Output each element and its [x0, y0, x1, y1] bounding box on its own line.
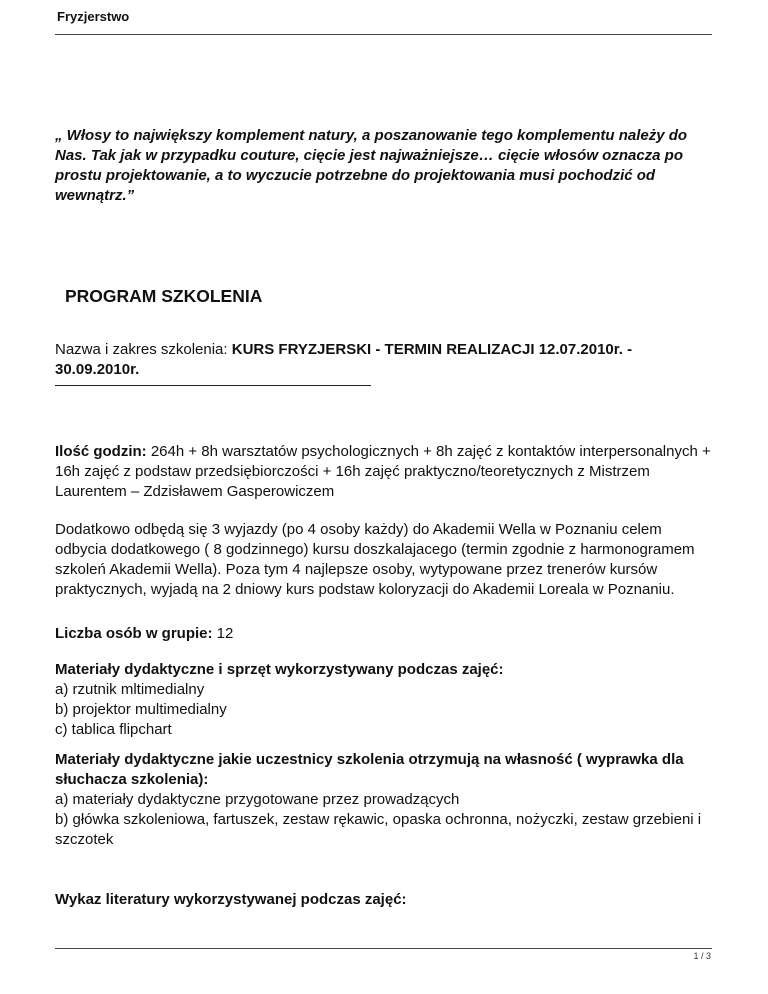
document-header-title: Fryzjerstwo [57, 9, 130, 24]
section-title: PROGRAM SZKOLENIA [65, 286, 263, 306]
group-size-value: 12 [212, 625, 234, 642]
header-divider [55, 34, 712, 35]
training-name-label: Nazwa i zakres szkolenia: [55, 341, 232, 358]
list-item: b) główka szkoleniowa, fartuszek, zestaw rękawic, opaska ochronna, nożyczki, zestaw grzebieni i szczotek [55, 811, 702, 848]
underline-rule [55, 385, 371, 386]
hours-label: Ilość godzin: [55, 443, 147, 460]
list-item: b) projektor multimedialny [55, 701, 227, 718]
footer-divider [55, 948, 712, 949]
hours-value: 264h + 8h warsztatów psychologicznych + 8h zajęć z kontaktów interpersonalnych + 16h zajęć z podstaw przedsiębiorczości + 16h zajęć praktyczno/teoretycznych z Mistrzem Laurentem – Zdzisławem Gasperowiczem [55, 443, 711, 500]
materials-section [55, 660, 715, 740]
training-name-value: KURS FRYZJERSKI - TERMIN REALIZACJI 12.07.2010r. - 30.09.2010r. [55, 341, 633, 378]
participant-materials-heading: Materiały dydaktyczne jakie uczestnicy szkolenia otrzymują na własność ( wyprawka dla słuchacza szkolenia): [55, 751, 684, 788]
literature-heading: Wykaz literatury wykorzystywanej podczas zajęć: [55, 891, 407, 908]
participant-materials-section [55, 750, 715, 850]
opening-quote: „ Włosy to największy komplement natury, a poszanowanie tego komplementu należy do Nas. Tak jak w przypadku couture, cięcie jest najważniejsze… cięcie włosów oznacza po prostu projektowanie, a to wyczucie potrzebne do projektowania musi pochodzić od wewnątrz.” [55, 127, 688, 204]
group-size-paragraph [55, 624, 715, 644]
hours-paragraph [55, 442, 715, 502]
list-item: a) rzutnik mltimedialny [55, 681, 205, 698]
literature-section [55, 890, 715, 910]
training-name-paragraph [55, 340, 715, 380]
group-size-label: Liczba osób w grupie: [55, 625, 213, 642]
materials-heading: Materiały dydaktyczne i sprzęt wykorzystywany podczas zajęć: [55, 661, 504, 678]
page-number: 1 / 3 [693, 951, 711, 961]
additional-trips-paragraph: Dodatkowo odbędą się 3 wyjazdy (po 4 osoby każdy) do Akademii Wella w Poznaniu celem odbycia dodatkowego ( 8 godzinnego) kursu doszkalajacego (termin zgodnie z harmonogramem szkoleń Akademii Wella). Poza tym 4 najlepsze osoby, wytypowane przez trenerów kursów praktycznych, wyjadą na 2 dniowy kurs podstaw koloryzacji do Akademii Loreala w Poznaniu. [55, 521, 695, 598]
list-item: a) materiały dydaktyczne przygotowane przez prowadzących [55, 791, 460, 808]
list-item: c) tablica flipchart [55, 721, 172, 738]
